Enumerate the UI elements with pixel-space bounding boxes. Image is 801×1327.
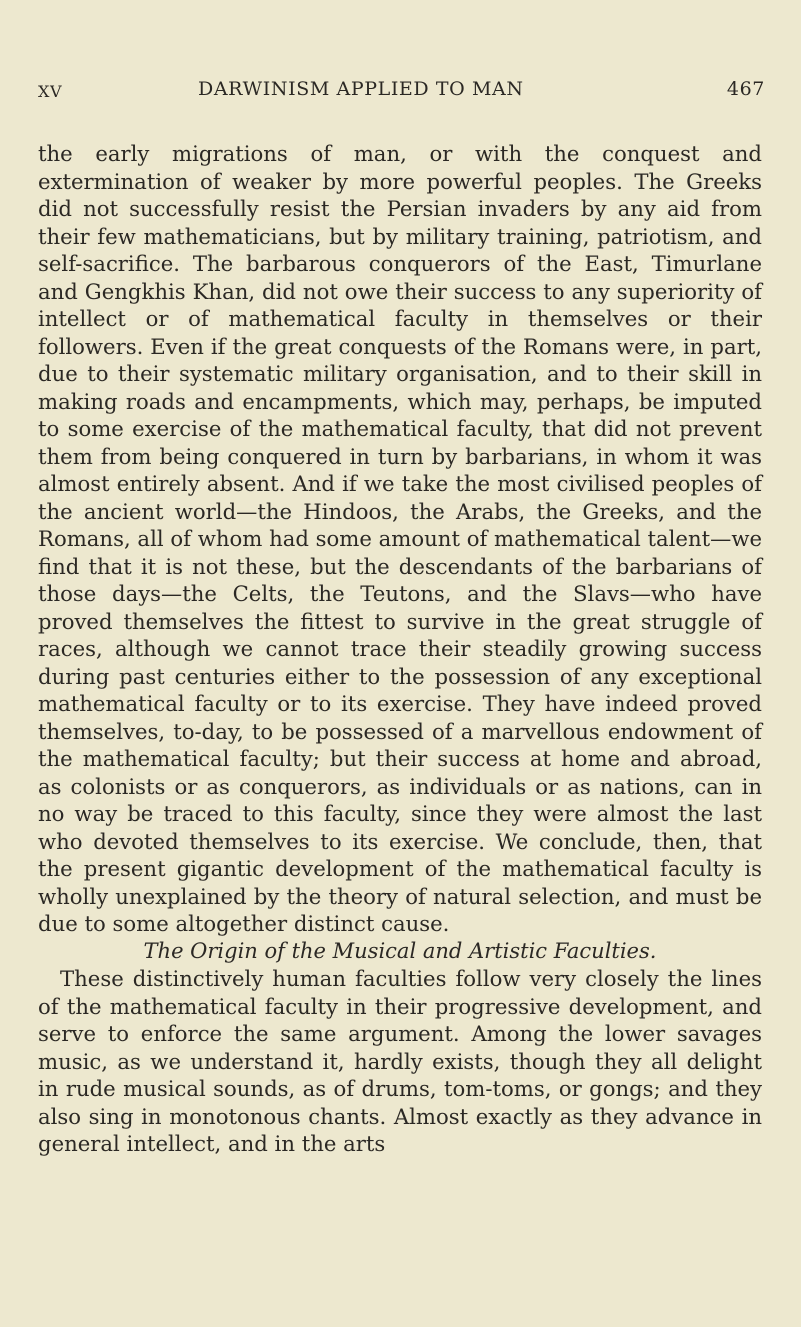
page-number: 467 (726, 78, 765, 100)
paragraph-2: These distinctively human faculties follow very closely the lines of the mathematical faculty in their progressive development, and serve to enforce the same argument. Among the lower savages music, as we understand it, hardly exists, though they all delight in rude musical sounds, as of drums, tom-toms, or gongs; and they also sing in monotonous chants. Almost exactly as they advance in general intellect, and in the arts (38, 966, 762, 1156)
body-text (38, 140, 762, 1158)
section-heading: The Origin of the Musical and Artistic Faculties. (143, 938, 657, 963)
running-header (38, 78, 765, 106)
running-title: DARWINISM APPLIED TO MAN (198, 78, 524, 100)
chapter-number: XV (38, 82, 63, 101)
paragraph-1: the early migrations of man, or with the conquest and extermination of weaker by more powerful peoples. The Greeks did not successfully resist the Persian invaders by any aid from their few mathematicians, but by military training, patriotism, and self-sacrifice. The barbarous conquerors of the East, Timurlane and Gengkhis Khan, did not owe their success to any superiority of intellect or of mathematical faculty in themselves or their followers. Even if the great conquests of the Romans were, in part, due to their systematic military organisation, and to their skill in making roads and encampments, which may, perhaps, be imputed to some exercise of the mathematical faculty, that did not prevent them from being conquered in turn by barbarians, in whom it was almost entirely absent. And if we take the most civilised peoples of the ancient world—the Hindoos, the Arabs, the Greeks, and the Romans, all of whom had some amount of mathematical talent—we find that it is not these, but the descendants of the barbarians of those days—the Celts, the Teutons, and the Slavs—who have proved themselves the fittest to survive in the great struggle of races, although we cannot trace their steadily growing success during past centuries either to the possession of any exceptional mathematical faculty or to its exercise. They have indeed proved themselves, to-day, to be possessed of a marvellous endowment of the mathematical faculty; but their success at home and abroad, as colonists or as conquerors, as individuals or as nations, can in no way be traced to this faculty, since they were almost the last who devoted themselves to its exercise. We conclude, then, that the present gigantic development of the mathematical faculty is wholly unexplained by the theory of natural selection, and must be due to some altogether distinct cause. (38, 141, 762, 936)
